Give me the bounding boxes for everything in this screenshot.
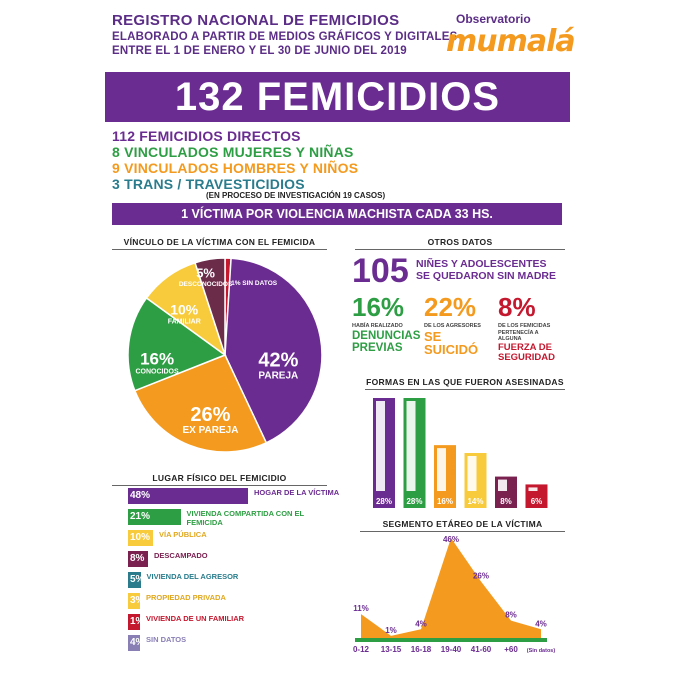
stat-small: ALGUNA	[498, 336, 522, 342]
orphans-text	[416, 258, 556, 282]
formas-bar-inset	[468, 456, 477, 491]
stat-small: DE LOS AGRESORES	[424, 323, 481, 329]
lugar-title: LUGAR FÍSICO DEL FEMICIDIO	[152, 473, 287, 483]
stat-pct: 22%	[424, 292, 477, 322]
stat-denuncias	[352, 292, 422, 354]
lugar-label: HOGAR DE LA VÍCTIMA	[254, 488, 340, 497]
edad-value: 4%	[535, 619, 547, 629]
edad-category: +60	[504, 645, 518, 654]
pie-label: EX PAREJA	[182, 424, 239, 436]
lugar-bar: 3%	[128, 593, 140, 609]
lugar-label: VIVIENDA DEL AGRESOR	[146, 572, 239, 581]
formas-category: ARMA DE FUEGO	[388, 402, 394, 445]
stat-small: HABÍA REALIZADO	[352, 323, 403, 329]
pie-value: 5%	[196, 265, 215, 281]
formas-bar-inset	[407, 401, 416, 491]
lugar-bar: 5%	[128, 572, 141, 588]
pie-label: 1% SIN DATOS	[231, 280, 278, 288]
logo-observatorio: Observatorio	[456, 12, 531, 26]
pie-chart	[112, 252, 342, 462]
formas-value: 28%	[406, 497, 423, 506]
pie-label: PAREJA	[258, 370, 299, 382]
pie-value: 42%	[258, 349, 299, 372]
pie-title: VÍNCULO DE LA VÍCTIMA CON EL FEMICIDA	[123, 237, 316, 247]
edad-value: 8%	[505, 610, 517, 620]
edad-category: (Sin datos)	[526, 648, 556, 654]
lugar-label: SIN DATOS	[146, 635, 187, 644]
breakdown-item: 112 FEMICIDIOS DIRECTOS	[112, 128, 301, 144]
edad-category: 0-12	[352, 645, 370, 654]
breakdown-item: 9 VINCULADOS HOMBRES Y NIÑOS	[112, 160, 359, 176]
edad-value: 46%	[442, 535, 460, 544]
edad-area	[361, 538, 541, 638]
formas-value: 28%	[375, 497, 393, 506]
formas-bar-inset	[376, 401, 385, 491]
lugar-bar: 1%	[128, 614, 140, 630]
otros-title: OTROS DATOS	[427, 237, 493, 247]
breakdown-item: 3 TRANS / TRAVESTICIDIOS	[112, 176, 305, 192]
pie-label: DESCONOCIDOS	[178, 280, 233, 288]
stat-small: DE LOS FEMICIDAS	[498, 323, 551, 329]
lugar-label: PROPIEDAD PRIVADA	[146, 593, 226, 602]
edad-value: 4%	[415, 619, 427, 629]
investigation-note: (EN PROCESO DE INVESTIGACIÓN 19 CASOS)	[206, 191, 386, 200]
stat-strong: PREVIAS	[352, 341, 403, 354]
breakdown-item: 8 VINCULADOS MUJERES Y NIÑAS	[112, 144, 354, 160]
stat-strong: SEGURIDAD	[498, 351, 556, 363]
logo-mumala: mumalá	[446, 24, 575, 59]
divider	[365, 389, 565, 390]
lugar-bar: 10%	[128, 530, 153, 546]
stat-strong: SUICIDÓ	[424, 341, 479, 357]
stat-strong: FUERZA DE	[498, 341, 553, 353]
edad-value: 26%	[472, 571, 490, 581]
divider	[112, 249, 327, 250]
lugar-bar: 21%	[128, 509, 181, 525]
formas-value: 8%	[500, 497, 512, 506]
edad-category: 16-18	[410, 645, 432, 654]
pie-value: 26%	[190, 403, 231, 426]
lugar-bar: 4%	[128, 635, 140, 651]
stat-strong: DENUNCIAS	[352, 329, 421, 342]
formas-value: 6%	[530, 497, 543, 506]
lugar-bar: 8%	[128, 551, 148, 567]
edad-chart	[345, 530, 570, 660]
formas-category: ASFIXIA	[479, 457, 486, 477]
stat-strong: SE	[424, 328, 442, 344]
edad-category: 19-40	[440, 645, 462, 654]
pie-value: 16%	[140, 349, 175, 369]
formas-bar-inset	[437, 448, 446, 491]
formas-category: A GOLPES	[449, 449, 455, 475]
rate-banner: 1 VÍCTIMA POR VIOLENCIA MACHISTA CADA 33 HS.	[112, 203, 562, 225]
formas-category: QUEMADA	[510, 480, 516, 507]
edad-category: 41-60	[470, 645, 492, 654]
edad-value: 11%	[353, 604, 369, 614]
lugar-label: VIVIENDA DE UN FAMILIAR	[146, 614, 245, 623]
formas-value: 14%	[467, 497, 484, 506]
stat-small: PERTENECÍA A	[498, 329, 539, 336]
formas-category: OTROS	[540, 488, 547, 507]
formas-chart	[365, 392, 565, 510]
page-title: REGISTRO NACIONAL DE FEMICIDIOS	[112, 12, 400, 29]
stat-suicidio	[424, 292, 494, 356]
pie-value: 10%	[170, 301, 199, 318]
orphans-number: 105	[352, 252, 409, 290]
stat-fuerza	[498, 292, 568, 363]
formas-bar-inset	[498, 480, 507, 491]
lugar-label: VÍA PÚBLICA	[159, 530, 207, 539]
orphans-text-2: SE QUEDARON SIN MADRE	[416, 270, 557, 282]
formas-category: ARMA BLANCA	[418, 402, 425, 440]
lugar-bar: 48%	[128, 488, 248, 504]
edad-baseline	[355, 638, 547, 642]
orphans-text-1: NIÑES Y ADOLESCENTES	[416, 258, 547, 270]
formas-title: FORMAS EN LAS QUE FUERON ASESINADAS	[366, 377, 564, 387]
total-banner: 132 FEMICIDIOS	[105, 72, 570, 122]
stat-pct: 8%	[498, 292, 536, 322]
pie-label: FAMILIAR	[167, 318, 201, 326]
divider	[112, 485, 327, 486]
edad-value: 1%	[385, 625, 397, 635]
divider	[355, 249, 565, 250]
pie-label: CONOCIDOS	[135, 368, 179, 376]
subtitle-line-1: ELABORADO A PARTIR DE MEDIOS GRÁFICOS Y DIGITALES	[112, 31, 458, 43]
formas-value: 16%	[436, 497, 454, 506]
edad-category: 13-15	[380, 645, 402, 654]
stat-pct: 16%	[352, 292, 405, 322]
formas-bar-inset	[529, 487, 538, 491]
subtitle-line-2: ENTRE EL 1 DE ENERO Y EL 30 DE JUNIO DEL 2019	[112, 45, 407, 57]
edad-title: SEGMENTO ETÁREO DE LA VÍCTIMA	[382, 519, 543, 529]
lugar-label: DESCAMPADO	[154, 551, 208, 560]
lugar-label: VIVIENDA COMPARTIDA CON EL FEMICIDA	[186, 509, 305, 527]
